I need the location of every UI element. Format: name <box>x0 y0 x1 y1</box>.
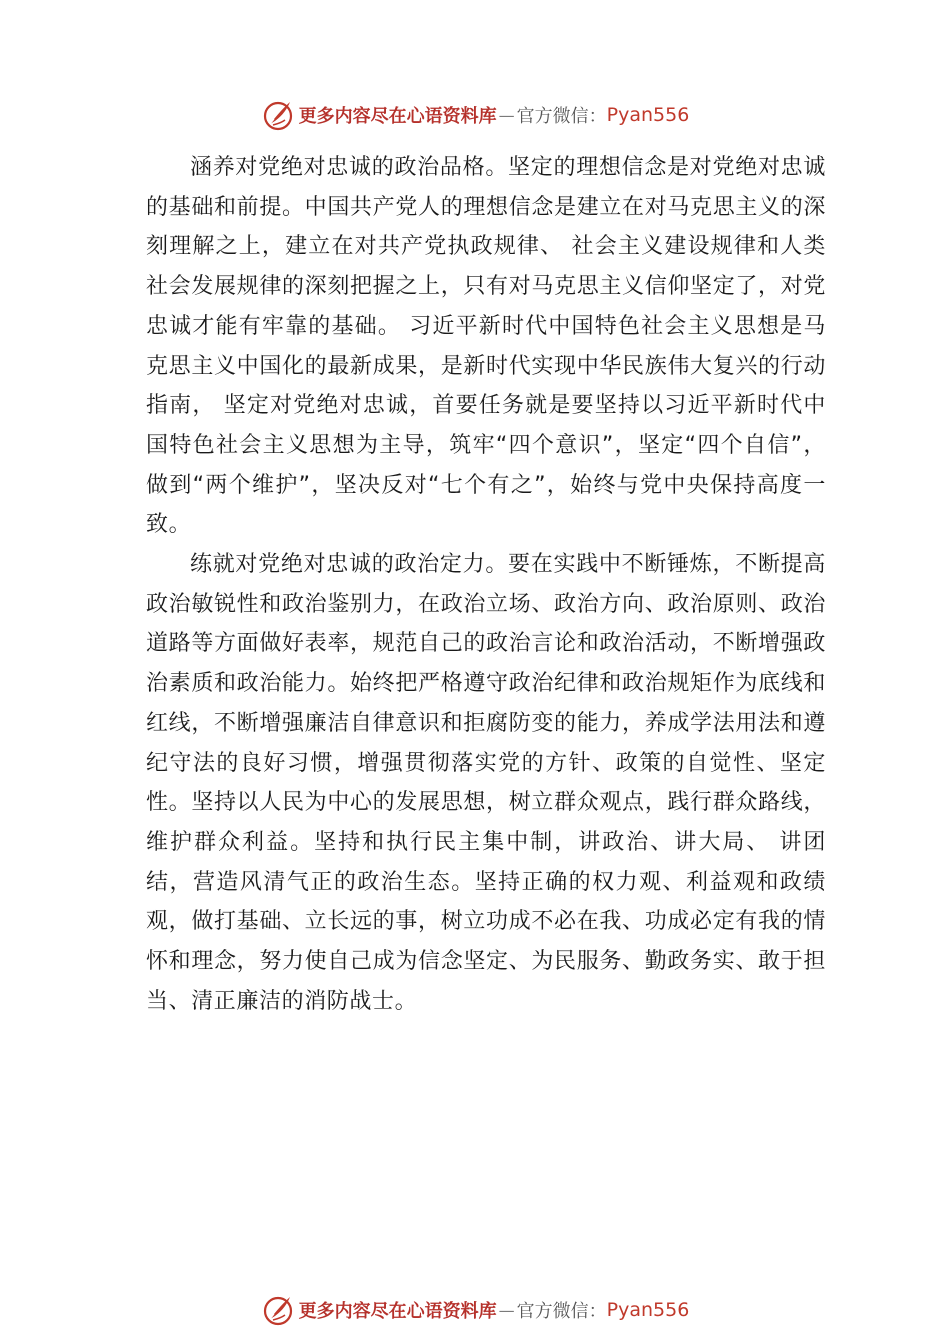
footer-banner <box>0 1290 950 1330</box>
quill-pen-logo-icon <box>261 1293 295 1327</box>
header-banner <box>0 95 950 135</box>
quill-pen-logo-icon <box>261 98 295 132</box>
banner-wechat-id: Pyan556 <box>606 104 690 126</box>
banner-dash: — <box>498 105 515 125</box>
banner-wechat-label: 官方微信： <box>516 106 607 127</box>
banner-dash: — <box>498 1300 515 1320</box>
banner-title: 更多内容尽在心语资料库 <box>298 106 497 127</box>
document-body <box>146 148 826 1021</box>
banner-title: 更多内容尽在心语资料库 <box>298 1301 497 1322</box>
banner-wechat-label: 官方微信： <box>516 1301 607 1322</box>
banner-wechat-id: Pyan556 <box>606 1299 690 1321</box>
paragraph-political-determination: 练就对党绝对忠诚的政治定力。要在实践中不断锤炼，不断提高政治敏锐性和政治鉴别力，在政治立场、政治方向、政治原则、政治道路等方面做好表率，规范自己的政治言论和政治活动，不断增强政治素质和政治能力。始终把严格遵守政治纪律和政治规矩作为底线和红线，不断增强廉洁自律意识和拒腐防变的能力，养成学法用法和遵纪守法的良好习惯，增强贯彻落实党的方针、政策的自觉性、坚定性。坚持以人民为中心的发展思想，树立群众观点，践行群众路线， 维护群众利益。坚持和执行民主集中制，讲政治、讲大局、 讲团结，营造风清气正的政治生态。坚持正确的权力观、利益观和政绩观，做打基础、立长远的事，树立功成不必在我、功成必定有我的情怀和理念，努力使自己成为信念坚定、为民服务、勤政务实、敢于担当、清正廉洁的消防战士。 <box>146 552 826 1014</box>
paragraph-political-character: 涵养对党绝对忠诚的政治品格。坚定的理想信念是对党绝对忠诚的基础和前提。中国共产党人的理想信念是建立在对马克思主义的深刻理解之上，建立在对共产党执政规律、 社会主义建设规律和人类社会发展规律的深刻把握之上，只有对马克思主义信仰坚定了，对党忠诚才能有牢靠的基础。 习近平新时代中国特色社会主义思想是马克思主义中国化的最新成果，是新时代实现中华民族伟大复兴的行动指南， 坚定对党绝对忠诚，首要任务就是要坚持以习近平新时代中国特色社会主义思想为主导，筑牢“四个意识”，坚定“四个自信”，做到“两个维护”，坚决反对“七个有之”，始终与党中央保持高度一致。 <box>146 155 826 538</box>
